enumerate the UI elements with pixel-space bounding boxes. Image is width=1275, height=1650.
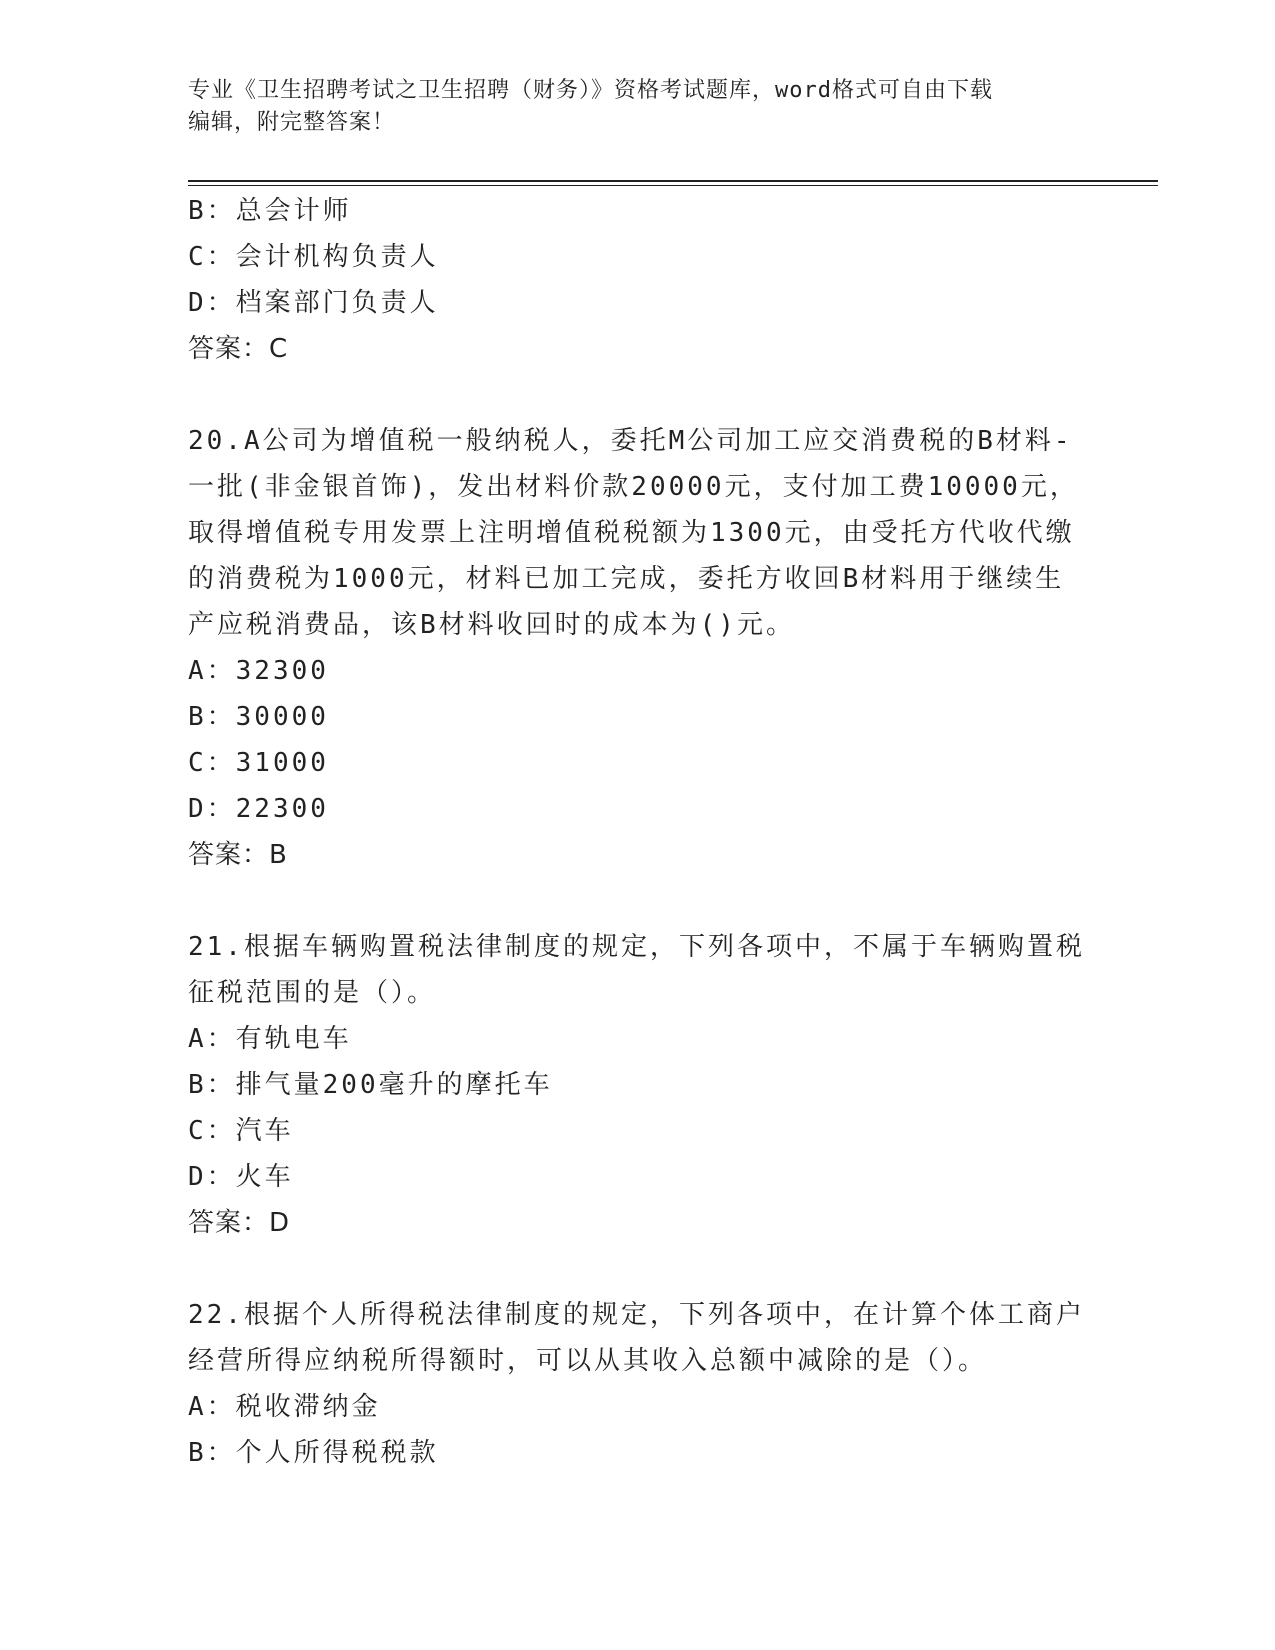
- option-a: A：32300: [188, 656, 329, 686]
- page-header: [188, 75, 1088, 139]
- option-b: B：排气量200毫升的摩托车: [188, 1070, 553, 1100]
- option-d: D：档案部门负责人: [188, 288, 439, 318]
- question-text-line: 20.A公司为增值税一般纳税人，委托M公司加工应交消费税的B材料-: [188, 426, 1073, 456]
- option-c: C：会计机构负责人: [188, 242, 439, 272]
- question-text-line: 21.根据车辆购置税法律制度的规定，下列各项中，不属于车辆购置税: [188, 932, 1085, 962]
- option-d: D：火车: [188, 1162, 294, 1192]
- question-text-line: 22.根据个人所得税法律制度的规定，下列各项中，在计算个体工商户: [188, 1300, 1085, 1330]
- question-19-tail: [188, 188, 1088, 372]
- option-b: B：总会计师: [188, 196, 352, 226]
- question-text-line: 产应税消费品，该B材料收回时的成本为()元。: [188, 610, 795, 640]
- option-c: C：31000: [188, 748, 329, 778]
- question-text-line: 一批(非金银首饰)，发出材料价款20000元，支付加工费10000元，: [188, 472, 1079, 502]
- option-a: A：税收滞纳金: [188, 1392, 381, 1422]
- option-d: D：22300: [188, 794, 329, 824]
- question-text-line: 经营所得应纳税所得额时，可以从其收入总额中减除的是（）。: [188, 1346, 988, 1376]
- header-line-2: 编辑，附完整答案！: [188, 110, 396, 135]
- answer-line: 答案：C: [188, 334, 289, 364]
- option-b: B：30000: [188, 702, 329, 732]
- spacer: [188, 1246, 1088, 1292]
- answer-line: 答案：D: [188, 1208, 291, 1238]
- option-a: A：有轨电车: [188, 1024, 352, 1054]
- header-rule-thin: [188, 185, 1158, 186]
- header-line-1: 专业《卫生招聘考试之卫生招聘（财务）》资格考试题库，word格式可自由下载: [188, 78, 993, 103]
- question-content: [188, 188, 1088, 1476]
- spacer: [188, 878, 1088, 924]
- spacer: [188, 372, 1088, 418]
- question-22: [188, 1292, 1088, 1476]
- option-b: B：个人所得税税款: [188, 1438, 439, 1468]
- question-text-line: 取得增值税专用发票上注明增值税税额为1300元，由受托方代收代缴: [188, 518, 1075, 548]
- question-text-line: 的消费税为1000元，材料已加工完成，委托方收回B材料用于继续生: [188, 564, 1065, 594]
- question-21: [188, 924, 1088, 1246]
- answer-line: 答案：B: [188, 840, 288, 870]
- question-20: [188, 418, 1088, 878]
- question-text-line: 征税范围的是（）。: [188, 978, 437, 1008]
- option-c: C：汽车: [188, 1116, 294, 1146]
- header-rule-thick: [188, 180, 1158, 182]
